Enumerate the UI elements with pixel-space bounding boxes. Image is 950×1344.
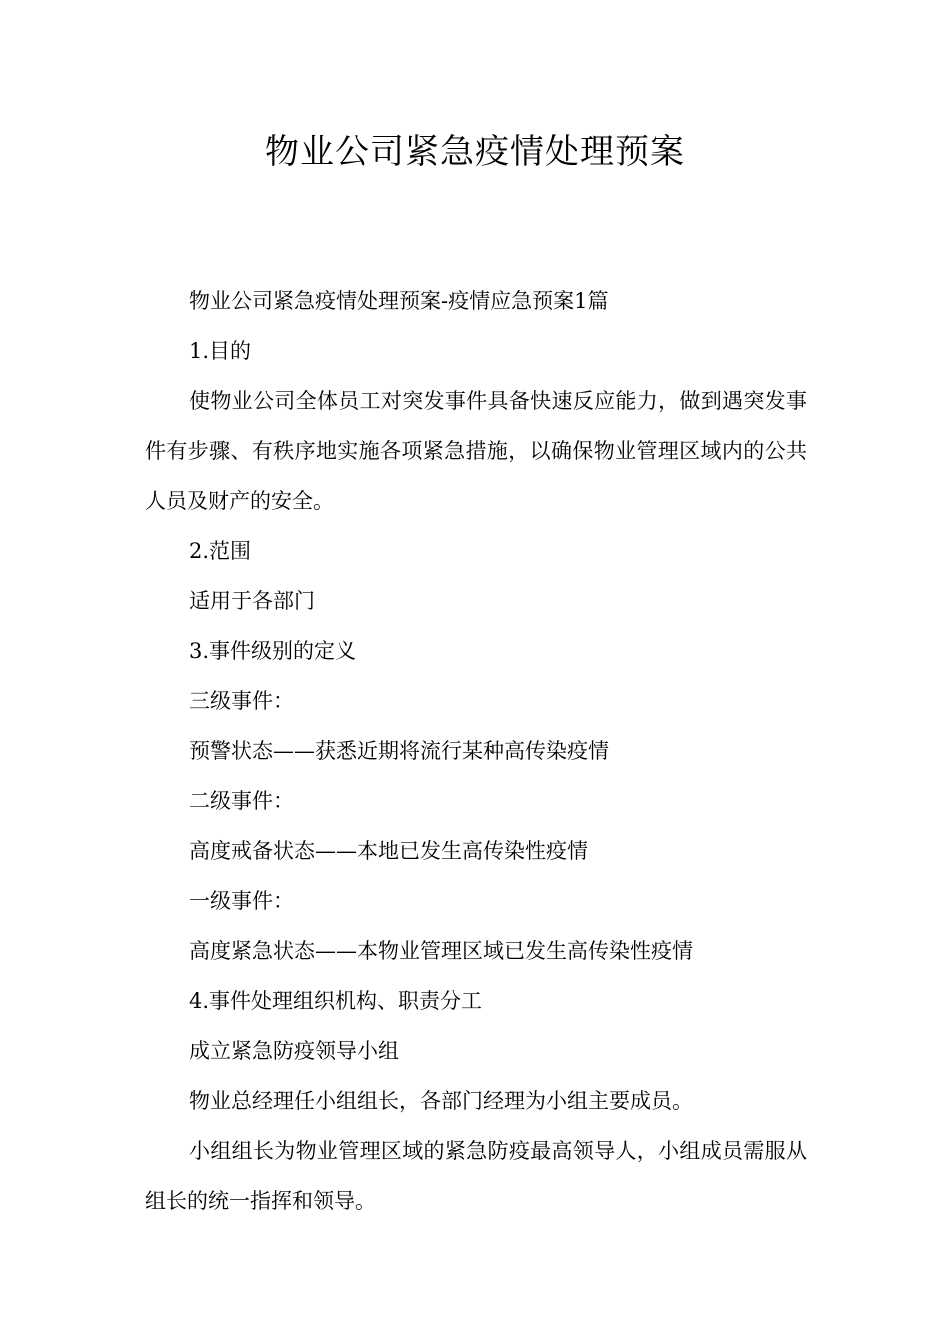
paragraph-heading-levels: 3.事件级别的定义 bbox=[189, 639, 357, 663]
paragraph-org-team: 成立紧急防疫领导小组 bbox=[189, 1039, 399, 1063]
document-body bbox=[145, 276, 807, 1226]
paragraph-org-leader: 物业总经理任小组组长，各部门经理为小组主要成员。 bbox=[189, 1089, 693, 1113]
paragraph-level-three-desc: 预警状态——获悉近期将流行某种高传染疫情 bbox=[189, 739, 609, 763]
paragraph-level-one: 一级事件： bbox=[189, 889, 294, 913]
paragraph-level-one-desc: 高度紧急状态——本物业管理区域已发生高传染性疫情 bbox=[189, 939, 693, 963]
paragraph-subtitle: 物业公司紧急疫情处理预案-疫情应急预案1篇 bbox=[189, 289, 609, 313]
paragraph-heading-purpose: 1.目的 bbox=[189, 339, 252, 363]
document-title: 物业公司紧急疫情处理预案 bbox=[265, 132, 685, 172]
paragraph-heading-organization: 4.事件处理组织机构、职责分工 bbox=[189, 989, 483, 1013]
paragraph-level-two: 二级事件： bbox=[189, 789, 294, 813]
paragraph-heading-scope: 2.范围 bbox=[189, 539, 252, 563]
paragraph-purpose-text: 使物业公司全体员工对突发事件具备快速反应能力，做到遇突发事件有步骤、有秩序地实施各项紧急措施，以确保物业管理区域内的公共人员及财产的安全。 bbox=[145, 389, 807, 513]
paragraph-scope-text: 适用于各部门 bbox=[189, 589, 315, 613]
paragraph-org-duties: 小组组长为物业管理区域的紧急防疫最高领导人，小组成员需服从组长的统一指挥和领导。 bbox=[145, 1139, 807, 1213]
paragraph-level-two-desc: 高度戒备状态——本地已发生高传染性疫情 bbox=[189, 839, 588, 863]
paragraph-level-three: 三级事件： bbox=[189, 689, 294, 713]
